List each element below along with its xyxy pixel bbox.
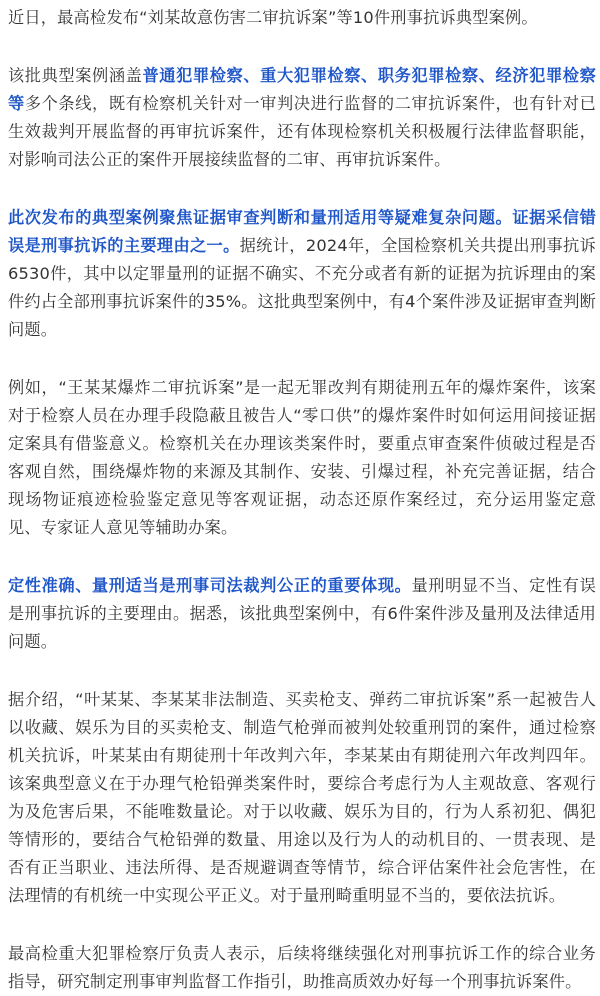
paragraph-text: 该批典型案例涵盖 <box>8 66 143 85</box>
paragraph-sentencing-focus <box>8 572 596 656</box>
paragraph-firearms-case: 据介绍，“叶某某、李某某非法制造、买卖枪支、弹药二审抗诉案”系一起被告人以收藏、娱乐为目的买卖枪支、制造气枪弹而被判处较重刑罚的案件，通过检察机关抗诉，叶某某由有期徒刑十年改判六年，李某某由有期徒刑六年改判四年。该案典型意义在于办理气枪铅弹类案件时，要综合考虑行为人主观故意、客观行为及危害后果，不能唯数量论。对于以收藏、娱乐为目的，行为人系初犯、偶犯等情形的，要结合气枪铅弹的数量、用途以及行为人的动机目的、一贯表现、是否有正当职业、违法所得、是否规避调查等情节，综合评估案件社会危害性，在法理情的有机统一中实现公平正义。对于量刑畸重明显不当的，要依法抗诉。 <box>8 690 596 905</box>
paragraph-case-scope <box>8 62 596 174</box>
highlight-text: 此次发布的典型案例聚焦证据审查判断和量刑适用等疑难复杂问题。证据采信错误是刑事抗诉的主要理由之一。 <box>8 208 596 255</box>
paragraph-text: 据统计，2024年，全国检察机关共提出刑事抗诉6530件，其中以定罪量刑的证据不确实、不充分或者有新的证据为抗诉理由的案件约占全部刑事抗诉案件的35%。这批典型案例中，有4个案件涉及证据审查判断问题。 <box>8 236 596 339</box>
paragraph-text: 多个条线，既有检察机关针对一审判决进行监督的二审抗诉案件，也有针对已生效裁判开展监督的再审抗诉案件，还有体现检察机关积极履行法律监督职能，对影响司法公正的案件开展接续监督的二审、再审抗诉案件。 <box>8 94 596 169</box>
paragraph-text: 量刑明显不当、定性有误是刑事抗诉的主要理由。据悉，该批典型案例中，有6件案件涉及量刑及法律适用问题。 <box>8 576 596 651</box>
paragraph-explosion-case: 例如，“王某某爆炸二审抗诉案”是一起无罪改判有期徒刑五年的爆炸案件，该案对于检察人员在办理手段隐蔽且被告人“零口供”的爆炸案件时如何运用间接证据定案具有借鉴意义。检察机关在办理该类案件时，要重点审查案件侦破过程是否客观自然，围绕爆炸物的来源及其制作、安装、引爆过程，补充完善证据，结合现场物证痕迹检验鉴定意见等客观证据，动态还原作案经过，充分运用鉴定意见、专家证人意见等辅助办案。 <box>8 378 596 537</box>
paragraph-intro: 近日，最高检发布“刘某故意伤害二审抗诉案”等10件刑事抗诉典型案例。 <box>8 8 538 27</box>
highlight-text: 普通犯罪检察、重大犯罪检察、职务犯罪检察、经济犯罪检察等 <box>8 66 596 113</box>
highlight-text: 定性准确、量刑适当是刑事司法裁判公正的重要体现。 <box>8 576 412 595</box>
paragraph-conclusion: 最高检重大犯罪检察厅负责人表示，后续将继续强化对刑事抗诉工作的综合业务指导，研究制定刑事审判监督工作指引，助推高质效办好每一个刑事抗诉案件。 <box>8 944 596 991</box>
paragraph-evidence-focus <box>8 204 596 344</box>
